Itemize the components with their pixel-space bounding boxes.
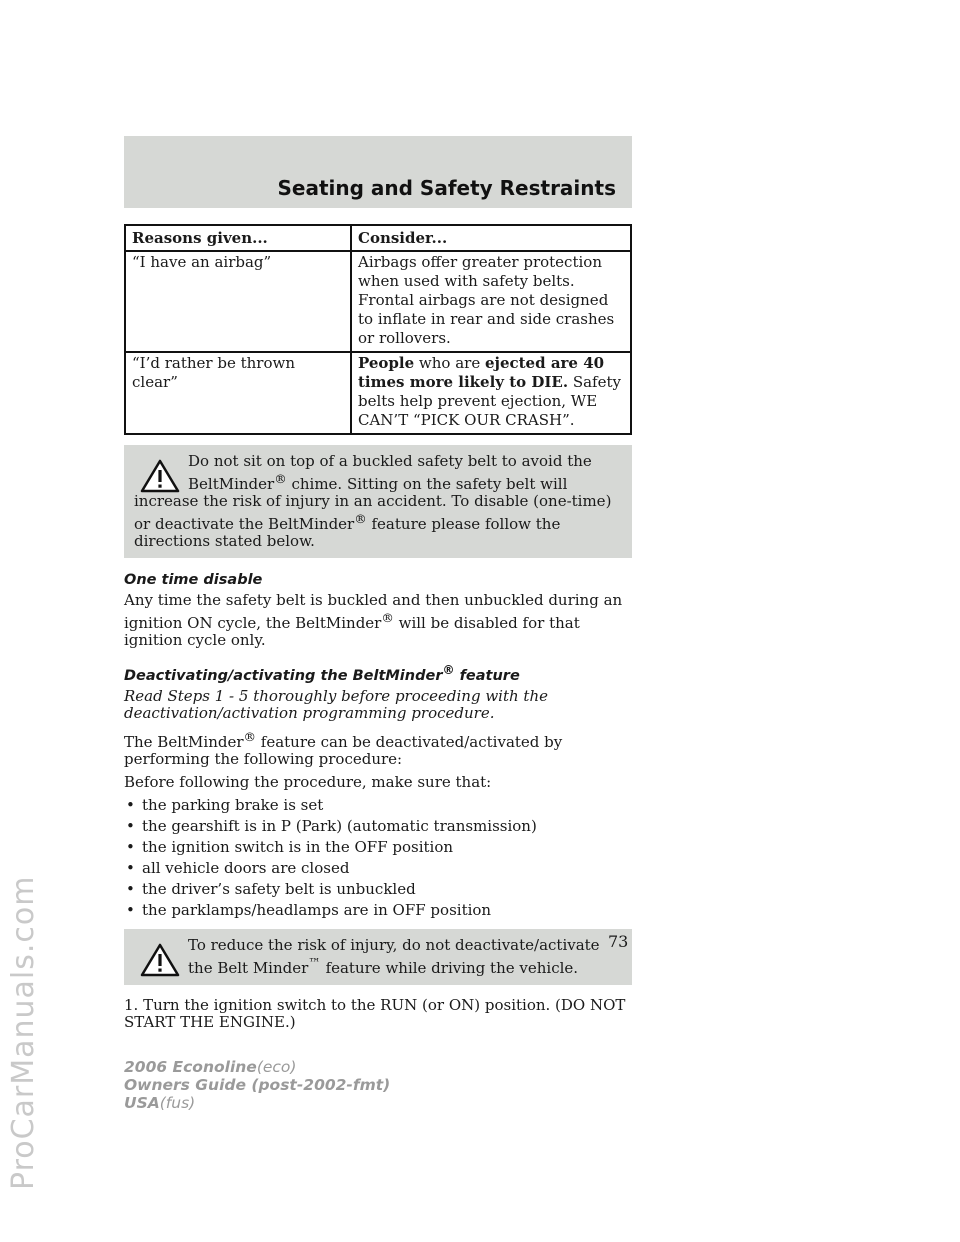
- page-content: [124, 224, 632, 1037]
- footer: [124, 1058, 390, 1112]
- text: Safety belts help prevent ejection, WE CAN’T “PICK OUR CRASH”.: [358, 373, 621, 429]
- table-row: [125, 352, 631, 434]
- trademark: ™: [308, 954, 321, 970]
- warning-icon: [140, 943, 180, 977]
- list-item: • the driver’s safety belt is unbuckled: [126, 879, 416, 898]
- section-header: [124, 136, 632, 208]
- text: will be disabled for that ignition cycle only.: [124, 614, 580, 649]
- paragraph: [124, 592, 632, 649]
- text: feature can be deactivated/activated by performing the following procedure:: [124, 732, 563, 768]
- step-1: 1. Turn the ignition switch to the RUN (or ON) position. (DO NOT START THE ENGINE.): [124, 995, 626, 1031]
- text: feature: [454, 667, 520, 684]
- warning-box: [124, 445, 632, 558]
- reasons-table: [124, 224, 632, 435]
- registered-mark: ®: [274, 471, 287, 486]
- footer-line-3: USA(fus): [124, 1094, 196, 1112]
- registered-mark: ®: [381, 610, 394, 625]
- paragraph: Before following the procedure, make sure that:: [124, 772, 492, 791]
- registered-mark: ®: [354, 511, 367, 526]
- text: The BeltMinder: [124, 732, 244, 751]
- footer-line-1: 2006 Econoline(eco): [124, 1058, 297, 1076]
- list-item: • the parklamps/headlamps are in OFF position: [126, 900, 492, 919]
- reason-cell: “I have an airbag”: [125, 251, 351, 352]
- col-header-reasons: Reasons given...: [125, 225, 351, 251]
- heading-deactivating: [124, 663, 632, 684]
- heading-one-time-disable: One time disable: [124, 572, 263, 588]
- consider-cell: Airbags offer greater protection when used with safety belts. Frontal airbags are not designed to inflate in rear and side crashes or rollovers.: [351, 251, 631, 352]
- table-header-row: [125, 225, 631, 251]
- warning-text: [134, 453, 622, 550]
- watermark: ProCarManuals.com: [6, 875, 41, 1190]
- section-title: Seating and Safety Restraints: [277, 176, 616, 200]
- list-item: • the parking brake is set: [126, 795, 324, 814]
- text: Do not sit on top of a buckled safety belt to avoid the BeltMinder: [188, 452, 592, 493]
- warning-icon: [140, 459, 180, 493]
- footer-line-2: Owners Guide (post-2002-fmt): [124, 1076, 391, 1094]
- table-row: [125, 251, 631, 352]
- bold-text: ejected are 40 times more likely to DIE.: [358, 354, 605, 391]
- list-item: • all vehicle doors are closed: [126, 858, 350, 877]
- warning-box: [124, 929, 632, 985]
- bold-text: People: [358, 354, 415, 372]
- text: feature please follow the directions stated below.: [134, 515, 561, 550]
- text: chime. Sitting on the safety belt will increase the risk of injury in an accident. To disable (one-time) or deactivate the BeltMinder: [134, 475, 612, 533]
- consider-cell: [351, 352, 631, 434]
- list-item: • the gearshift is in P (Park) (automatic transmission): [126, 816, 537, 835]
- italic-note: Read Steps 1 - 5 thoroughly before proceeding with the deactivation/activation programming procedure.: [124, 686, 548, 722]
- reason-cell: “I’d rather be thrown clear”: [125, 352, 351, 434]
- text: feature while driving the vehicle.: [320, 958, 579, 977]
- text: To reduce the risk of injury, do not deactivate/activate the Belt Minder: [188, 935, 600, 977]
- checklist: [124, 797, 632, 919]
- col-header-consider: Consider...: [351, 225, 631, 251]
- registered-mark: ®: [442, 663, 455, 677]
- text: Deactivating/activating the BeltMinder: [124, 667, 443, 684]
- warning-text: [134, 937, 622, 977]
- text: who are: [414, 354, 485, 372]
- paragraph: [124, 728, 632, 768]
- text: Any time the safety belt is buckled and then unbuckled during an ignition ON cycle, the BeltMinder: [124, 591, 623, 632]
- list-item: • the ignition switch is in the OFF position: [126, 837, 454, 856]
- page-number: 73: [608, 932, 629, 951]
- registered-mark: ®: [243, 728, 257, 744]
